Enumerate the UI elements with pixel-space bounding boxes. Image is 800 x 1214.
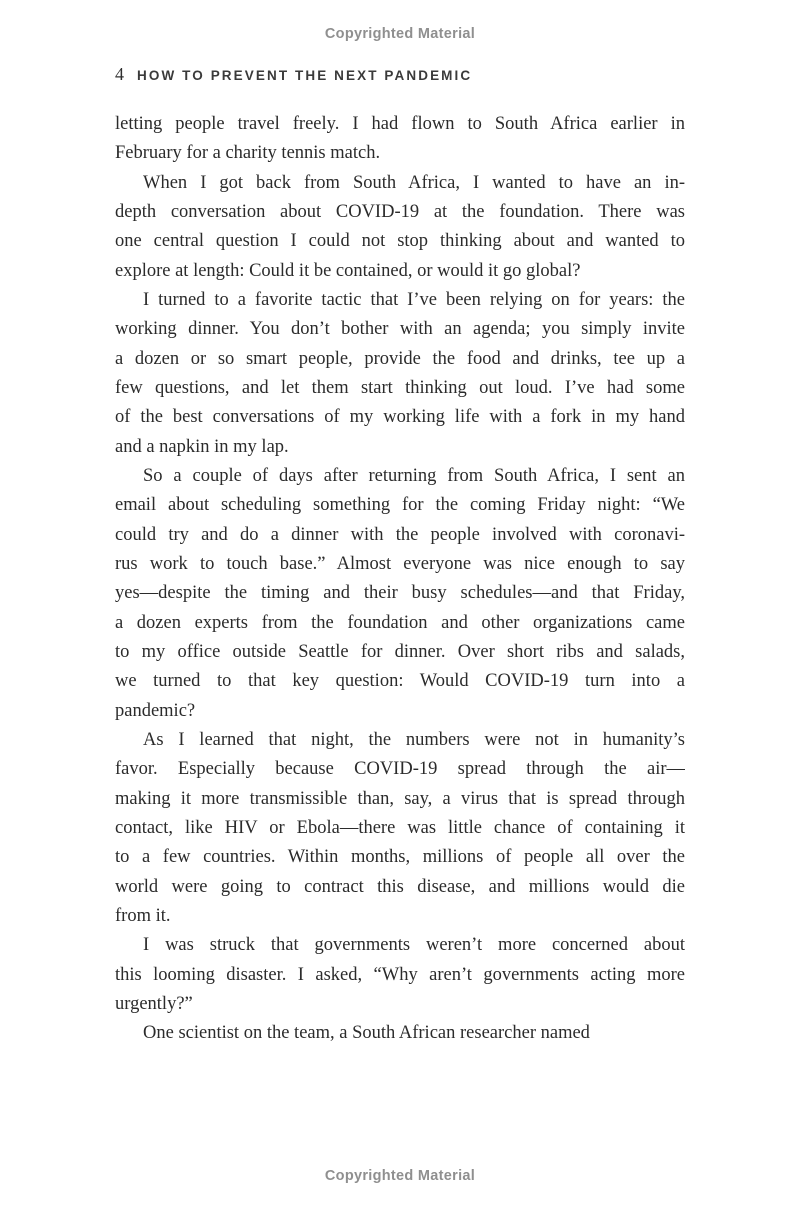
text-line: world were going to contract this disease, and millions would die bbox=[115, 876, 685, 897]
copyright-notice-top: Copyrighted Material bbox=[324, 26, 476, 42]
running-title: HOW TO PREVENT THE NEXT PANDEMIC bbox=[137, 68, 473, 83]
paragraph bbox=[115, 169, 685, 286]
paragraph bbox=[115, 1019, 685, 1048]
text-line: letting people travel freely. I had flown to South Africa earlier in bbox=[115, 114, 685, 134]
text-line: I was struck that governments weren’t more concerned about bbox=[143, 935, 685, 956]
paragraph bbox=[115, 931, 685, 1019]
text-line: a dozen or so smart people, provide the food and drinks, tee up a bbox=[115, 348, 685, 369]
text-line: this looming disaster. I asked, “Why aren’t governments acting more bbox=[115, 964, 685, 985]
paragraph bbox=[115, 286, 685, 462]
body-text-column bbox=[115, 110, 685, 1049]
text-line: depth conversation about COVID-19 at the foundation. There was bbox=[115, 201, 685, 222]
text-line: February for a charity tennis match. bbox=[115, 143, 381, 164]
text-line: to a few countries. Within months, millions of people all over the bbox=[115, 847, 685, 868]
running-header bbox=[115, 64, 472, 85]
page-number: 4 bbox=[115, 64, 124, 84]
paragraph bbox=[115, 110, 685, 169]
text-line: making it more transmissible than, say, a virus that is spread through bbox=[115, 788, 685, 809]
text-line: to my office outside Seattle for dinner. Over short ribs and salads, bbox=[115, 641, 685, 662]
text-line: a dozen experts from the foundation and other organizations came bbox=[115, 612, 685, 633]
text-line: working dinner. You don’t bother with an agenda; you simply invite bbox=[115, 319, 685, 340]
text-line: When I got back from South Africa, I wanted to have an in- bbox=[143, 172, 685, 193]
text-line: I turned to a favorite tactic that I’ve been relying on for years: the bbox=[143, 289, 685, 310]
text-line: yes—despite the timing and their busy schedules—and that Friday, bbox=[115, 583, 685, 604]
text-line: we turned to that key question: Would COVID-19 turn into a bbox=[115, 671, 685, 692]
text-line: and a napkin in my lap. bbox=[115, 436, 289, 457]
text-line: email about scheduling something for the coming Friday night: “We bbox=[115, 495, 685, 516]
text-line: As I learned that night, the numbers were not in humanity’s bbox=[143, 729, 685, 750]
text-line: One scientist on the team, a South African researcher named bbox=[143, 1023, 590, 1044]
text-line: could try and do a dinner with the people involved with coronavi- bbox=[115, 524, 685, 545]
text-line: pandemic? bbox=[115, 700, 196, 721]
paragraph bbox=[115, 462, 685, 726]
text-line: contact, like HIV or Ebola—there was little chance of containing it bbox=[115, 817, 685, 838]
text-line: urgently?” bbox=[115, 993, 193, 1014]
text-line: from it. bbox=[115, 905, 171, 926]
text-line: one central question I could not stop thinking about and wanted to bbox=[115, 231, 685, 252]
text-line: So a couple of days after returning from South Africa, I sent an bbox=[143, 465, 685, 486]
text-line: rus work to touch base.” Almost everyone was nice enough to say bbox=[115, 553, 685, 574]
text-line: favor. Especially because COVID-19 spread through the air— bbox=[115, 759, 685, 780]
text-line: explore at length: Could it be contained, or would it go global? bbox=[115, 260, 581, 281]
paragraph bbox=[115, 726, 685, 931]
copyright-notice-bottom: Copyrighted Material bbox=[324, 1168, 476, 1184]
text-line: few questions, and let them start thinking out loud. I’ve had some bbox=[115, 377, 685, 398]
text-line: of the best conversations of my working life with a fork in my hand bbox=[115, 407, 685, 428]
